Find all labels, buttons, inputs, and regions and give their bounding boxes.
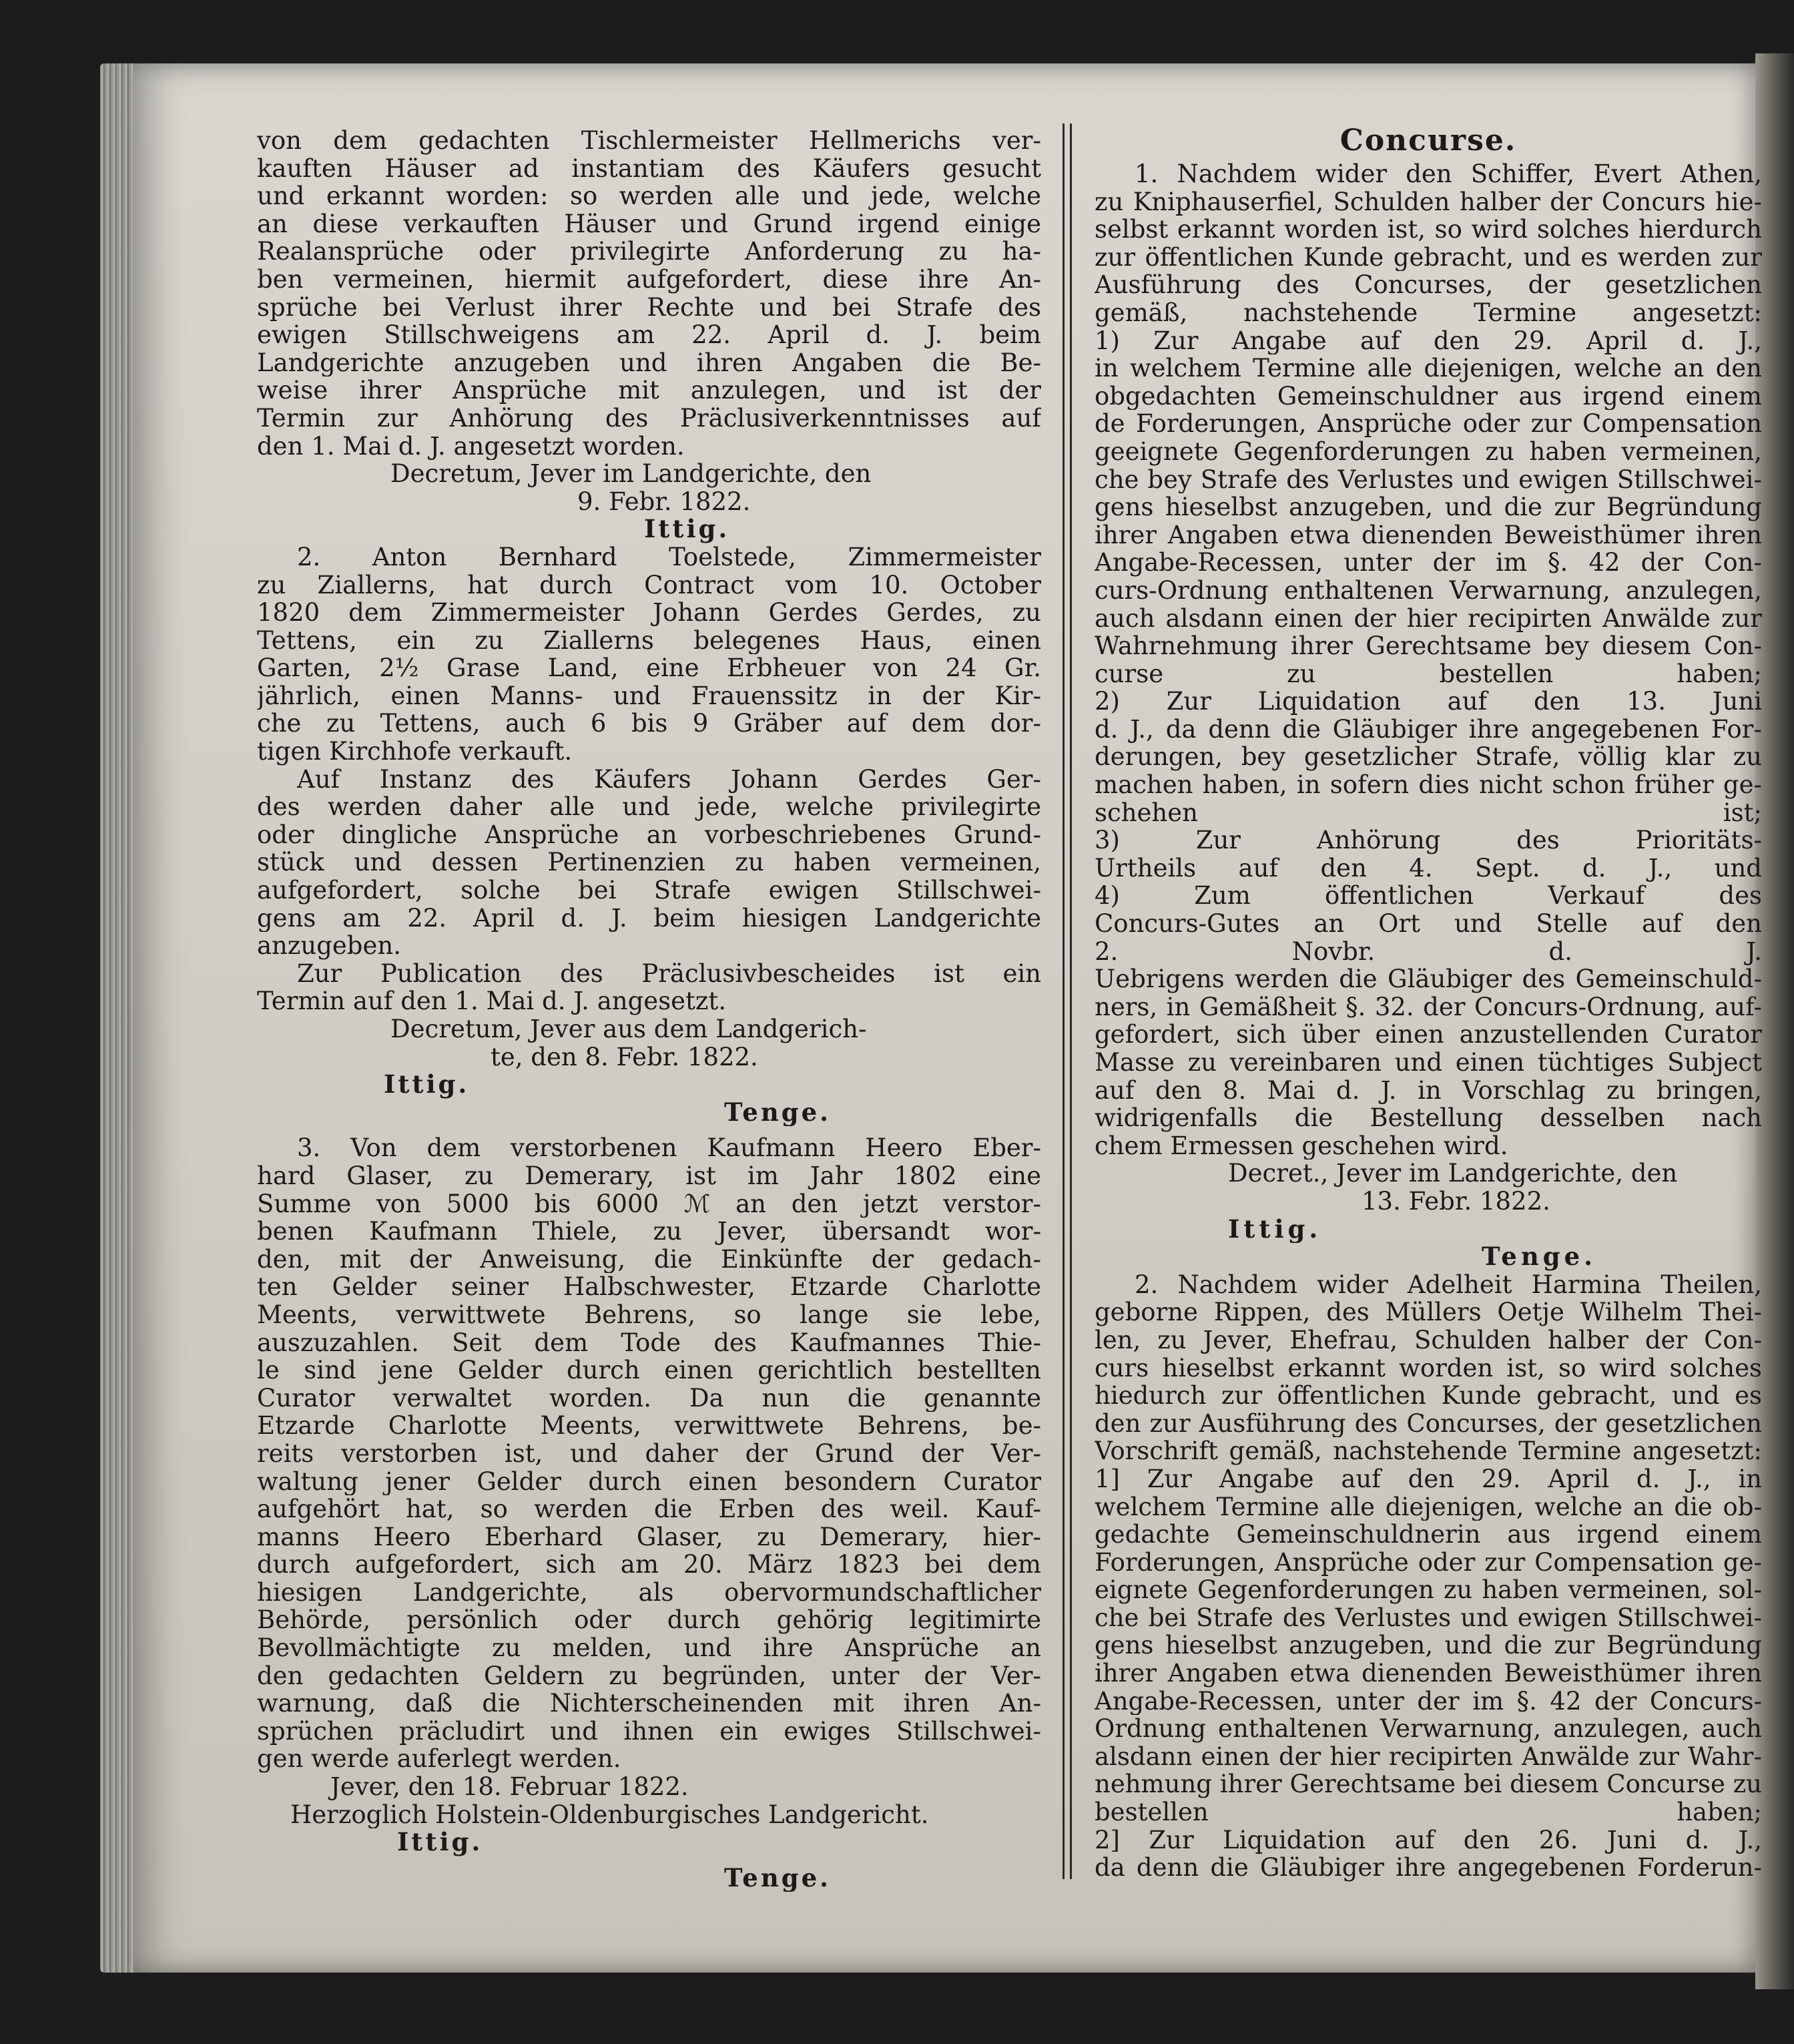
- text-line: ihrer Angaben etwa dienenden Beweisthümer ihren: [1095, 1659, 1762, 1688]
- decretum-2-line2: te, den 8. Febr. 1822.: [491, 1043, 758, 1071]
- text-line: 2. Anton Bernhard Toelstede, Zimmermeister: [297, 543, 1041, 571]
- text-line: auf den 8. Mai d. J. in Vorschlag zu bringen,: [1095, 1076, 1762, 1105]
- text-line: Forderungen, Ansprüche oder zur Compensation ge-: [1095, 1548, 1762, 1577]
- text-line: widrigenfalls die Bestellung desselben nach: [1095, 1104, 1762, 1132]
- text-line: eignete Gegenforderungen zu haben vermeinen, sol-: [1095, 1576, 1762, 1604]
- text-line: und erkannt worden: so werden alle und jede, welche: [257, 182, 1041, 210]
- text-line: gens am 22. April d. J. beim hiesigen Landgerichte: [257, 904, 1041, 933]
- text-line: auch alsdann einen der hier recipirten Anwälde zur: [1095, 604, 1762, 633]
- text-line: da denn die Gläubiger ihre angegebenen Forderun-: [1095, 1854, 1762, 1882]
- text-line: den gedachten Geldern zu begründen, unter der Ver-: [257, 1662, 1041, 1690]
- text-line: de Forderungen, Ansprüche oder zur Compensation: [1095, 410, 1762, 438]
- signature-ittig-2: Ittig.: [384, 1071, 470, 1099]
- text-line: gen werde auferlegt werden.: [257, 1745, 621, 1774]
- text-line: le sind jene Gelder durch einen gerichtlich bestellten: [257, 1356, 1041, 1384]
- text-line: 1] Zur Angabe auf den 29. April d. J., in: [1095, 1465, 1762, 1493]
- decretum-2-line1: Decretum, Jever aus dem Landgerich-: [390, 1015, 867, 1043]
- text-line: Realansprüche oder privilegirte Anforderung zu ha-: [257, 238, 1041, 266]
- text-line: 2. Nachdem wider Adelheit Harmina Theilen,: [1135, 1270, 1762, 1299]
- text-line: gemäß, nachstehende Termine angesetzt:: [1095, 298, 1762, 327]
- text-line: des werden daher alle und jede, welche privilegirte: [257, 793, 1041, 821]
- text-line: Garten, 2½ Grase Land, eine Erbheuer von 24 Gr.: [257, 654, 1041, 682]
- text-line: Behörde, persönlich oder durch gehörig legitimirte: [257, 1606, 1041, 1635]
- concurse-heading: Concurse.: [1339, 123, 1517, 158]
- text-line: alsdann einen der hier recipirten Anwälde zur Wahr-: [1095, 1742, 1762, 1771]
- text-line: welchem Termine alle diejenigen, welche an die ob-: [1095, 1493, 1762, 1521]
- left-column: [257, 127, 1041, 1892]
- text-line: Angabe-Recessen, unter der im §. 42 der Concurs-: [1095, 1687, 1762, 1716]
- jever-date: Jever, den 18. Februar 1822.: [330, 1773, 689, 1801]
- text-line: machen haben, in sofern dies nicht schon früher ge-: [1095, 771, 1762, 799]
- text-line: aufgehört hat, so werden die Erben des weil. Kauf-: [257, 1495, 1041, 1523]
- text-line: warnung, daß die Nichterscheinenden mit ihren An-: [257, 1690, 1041, 1718]
- left-paragraph-continuation: [257, 127, 1041, 460]
- signature-ittig-1: Ittig.: [644, 515, 730, 543]
- text-line: reits verstorben ist, und daher der Grund der Ver-: [257, 1439, 1041, 1468]
- text-line: che bei Strafe des Verlustes und ewigen Stillschwei-: [1095, 1603, 1762, 1632]
- text-line: che zu Tettens, auch 6 bis 9 Gräber auf dem dor-: [257, 710, 1041, 738]
- text-line: Meents, verwittwete Behrens, so lange sie lebe,: [257, 1300, 1041, 1329]
- concurs-1: [1095, 160, 1762, 1160]
- column-divider: [1063, 123, 1072, 1879]
- text-line: Masse zu vereinbaren und einen tüchtiges Subject: [1095, 1049, 1762, 1077]
- text-line: 1. Nachdem wider den Schiffer, Evert Athen,: [1135, 160, 1762, 188]
- text-line: ben vermeinen, hiermit aufgefordert, diese ihre An-: [257, 265, 1041, 294]
- text-line: tigen Kirchhofe verkauft.: [257, 738, 573, 766]
- text-line: curs hieselbst erkannt worden ist, so wird solches: [1095, 1354, 1762, 1382]
- text-line: Summe von 5000 bis 6000 ℳ an den jetzt verstor-: [257, 1190, 1041, 1218]
- text-line: Concurs-Gutes an Ort und Stelle auf den: [1095, 910, 1762, 938]
- text-line: 3. Von dem verstorbenen Kaufmann Heero Eber-: [297, 1134, 1041, 1162]
- text-line: Bevollmächtigte zu melden, und ihre Ansprüche an: [257, 1634, 1041, 1662]
- concurs-2: [1095, 1271, 1762, 1882]
- text-line: Landgerichte anzugeben und ihren Angaben die Be-: [257, 348, 1041, 377]
- paragraph-2c: [257, 960, 1041, 1015]
- text-line: sprüchen präcludirt und ihnen ein ewiges Stillschwei-: [257, 1717, 1041, 1746]
- text-line: hiesigen Landgerichte, als obervormundschaftlicher: [257, 1578, 1041, 1607]
- text-line: hiedurch zur öffentlichen Kunde gebracht, und es: [1095, 1382, 1762, 1410]
- decret-1-line2: 13. Febr. 1822.: [1362, 1187, 1550, 1216]
- text-line: gens hieselbst anzugeben, und die zur Begründung: [1095, 493, 1762, 521]
- text-line: nehmung ihrer Gerechtsame bei diesem Concurse zu: [1095, 1770, 1762, 1799]
- paragraph-2: [257, 543, 1041, 766]
- signature-tenge-r1: Tenge.: [1482, 1243, 1597, 1271]
- text-line: ihrer Angaben etwa dienenden Beweisthümer ihren: [1095, 521, 1762, 549]
- text-line: chem Ermessen geschehen wird.: [1095, 1131, 1508, 1160]
- text-line: geeignete Gegenforderungen zu haben vermeinen,: [1095, 437, 1762, 466]
- text-line: durch aufgefordert, sich am 20. März 1823 bei dem: [257, 1551, 1041, 1579]
- text-line: Etzarde Charlotte Meents, verwittwete Behrens, be-: [257, 1412, 1041, 1440]
- text-line: che bey Strafe des Verlustes und ewigen Stillschwei-: [1095, 465, 1762, 494]
- text-line: Zur Publication des Präclusivbescheides ist ein: [297, 959, 1041, 988]
- text-line: gens hieselbst anzugeben, und die zur Begründung: [1095, 1631, 1762, 1660]
- text-line: Curator verwaltet worden. Da nun die genannte: [257, 1384, 1041, 1413]
- text-line: Tettens, ein zu Ziallerns belegenes Haus, einen: [257, 626, 1041, 655]
- text-line: Termin auf den 1. Mai d. J. angesetzt.: [257, 987, 727, 1015]
- text-line: kauften Häuser ad instantiam des Käufers gesucht: [257, 154, 1041, 183]
- text-line: 2) Zur Liquidation auf den 13. Juni: [1095, 688, 1762, 716]
- text-line: 4) Zum öffentlichen Verkauf des: [1095, 882, 1762, 911]
- signature-ittig-r1: Ittig.: [1228, 1215, 1322, 1244]
- text-line: derungen, bey gesetzlicher Strafe, völlig klar zu: [1095, 743, 1762, 772]
- text-line: hard Glaser, zu Demerary, ist im Jahr 1802 eine: [257, 1162, 1041, 1190]
- text-line: zur öffentlichen Kunde gebracht, und es werden zur: [1095, 243, 1762, 272]
- text-line: Uebrigens werden die Gläubiger des Gemeinschuld-: [1095, 965, 1762, 993]
- text-line: Vorschrift gemäß, nachstehende Termine angesetzt:: [1095, 1437, 1762, 1465]
- text-line: aufgefordert, solche bei Strafe ewigen Stillschwei-: [257, 876, 1041, 905]
- paragraph-2b: [257, 766, 1041, 960]
- text-line: den 1. Mai d. J. angesetzt worden.: [257, 432, 685, 461]
- signature-ittig-3: Ittig.: [397, 1828, 483, 1856]
- text-line: benen Kaufmann Thiele, zu Jever, übersandt wor-: [257, 1218, 1041, 1246]
- decretum-1-line1: Decretum, Jever im Landgerichte, den: [390, 460, 872, 488]
- text-line: Ausführung des Concurses, der gesetzlichen: [1095, 271, 1762, 299]
- text-line: weise ihrer Ansprüche mit anzulegen, und ist der: [257, 376, 1041, 405]
- text-line: stück und dessen Pertinenzien zu haben vermeinen,: [257, 848, 1041, 877]
- text-line: anzugeben.: [257, 932, 401, 960]
- text-line: obgedachten Gemeinschuldner aus irgend einem: [1095, 382, 1762, 411]
- text-line: gefordert, sich über einen anzustellenden Curator: [1095, 1021, 1762, 1049]
- paragraph-3: [257, 1134, 1041, 1773]
- text-line: sprüche bei Verlust ihrer Rechte und bei Strafe des: [257, 293, 1041, 322]
- text-line: zu Ziallerns, hat durch Contract vom 10. October: [257, 571, 1041, 599]
- text-line: gedachte Gemeinschuldnerin aus irgend einem: [1095, 1521, 1762, 1549]
- text-line: d. J., da denn die Gläubiger ihre angegebenen For-: [1095, 715, 1762, 744]
- text-line: an diese verkauften Häuser und Grund irgend einige: [257, 210, 1041, 238]
- text-line: 1820 dem Zimmermeister Johann Gerdes Gerdes, zu: [257, 599, 1041, 627]
- text-line: Auf Instanz des Käufers Johann Gerdes Ger-: [297, 765, 1041, 794]
- text-line: 1) Zur Angabe auf den 29. April d. J.,: [1095, 326, 1762, 355]
- decretum-1-line2: 9. Febr. 1822.: [577, 487, 751, 516]
- text-line: 3) Zur Anhörung des Prioritäts-: [1095, 826, 1762, 854]
- text-line: manns Heero Eberhard Glaser, zu Demerary, hier-: [257, 1523, 1041, 1551]
- text-line: von dem gedachten Tischlermeister Hellmerichs ver-: [257, 127, 1041, 155]
- text-line: Termin zur Anhörung des Präclusiverkenntnisses auf: [257, 404, 1041, 433]
- text-line: den zur Ausführung des Concurses, der gesetzlichen: [1095, 1409, 1762, 1438]
- text-line: curs-Ordnung enthaltenen Verwarnung, anzulegen,: [1095, 576, 1762, 605]
- text-line: zu Kniphauserfiel, Schulden halber der Concurs hie-: [1095, 188, 1762, 216]
- signature-tenge-3: Tenge.: [724, 1864, 832, 1892]
- text-line: auszuzahlen. Seit dem Tode des Kaufmannes Thie-: [257, 1328, 1041, 1357]
- text-line: bestellen haben;: [1095, 1798, 1762, 1826]
- text-line: 2. Novbr. d. J.: [1095, 937, 1762, 966]
- text-line: schehen ist;: [1095, 798, 1762, 827]
- text-line: ners, in Gemäßheit §. 32. der Concurs-Ordnung, auf-: [1095, 993, 1762, 1021]
- text-line: in welchem Termine alle diejenigen, welche an den: [1095, 354, 1762, 382]
- text-line: selbst erkannt worden ist, so wird solches hierdurch: [1095, 216, 1762, 244]
- text-line: geborne Rippen, des Müllers Oetje Wilhelm Thei-: [1095, 1298, 1762, 1326]
- text-line: curse zu bestellen haben;: [1095, 660, 1762, 688]
- signature-tenge-2: Tenge.: [724, 1098, 832, 1127]
- text-line: len, zu Jever, Ehefrau, Schulden halber der Con-: [1095, 1326, 1762, 1354]
- text-line: den, mit der Anweisung, die Einkünfte der gedach-: [257, 1245, 1041, 1274]
- text-line: 2] Zur Liquidation auf den 26. Juni d. J.,: [1095, 1826, 1762, 1854]
- text-line: Ordnung enthaltenen Verwarnung, anzulegen, auch: [1095, 1715, 1762, 1743]
- decret-1-line1: Decret., Jever im Landgerichte, den: [1228, 1160, 1678, 1188]
- text-line: oder dingliche Ansprüche an vorbeschriebenes Grund-: [257, 820, 1041, 849]
- text-line: ewigen Stillschweigens am 22. April d. J. beim: [257, 321, 1041, 349]
- text-line: Urtheils auf den 4. Sept. d. J., und: [1095, 854, 1762, 882]
- court-name: Herzoglich Holstein-Oldenburgisches Landgericht.: [290, 1800, 929, 1829]
- text-line: Wahrnehmung ihrer Gerechtsame bey diesem Con-: [1095, 632, 1762, 660]
- text-line: Angabe-Recessen, unter der im §. 42 der Con-: [1095, 549, 1762, 577]
- text-line: jährlich, einen Manns- und Frauenssitz in der Kir-: [257, 682, 1041, 710]
- text-line: waltung jener Gelder durch einen besondern Curator: [257, 1467, 1041, 1496]
- right-column: [1095, 123, 1762, 1882]
- text-line: ten Gelder seiner Halbschwester, Etzarde Charlotte: [257, 1273, 1041, 1301]
